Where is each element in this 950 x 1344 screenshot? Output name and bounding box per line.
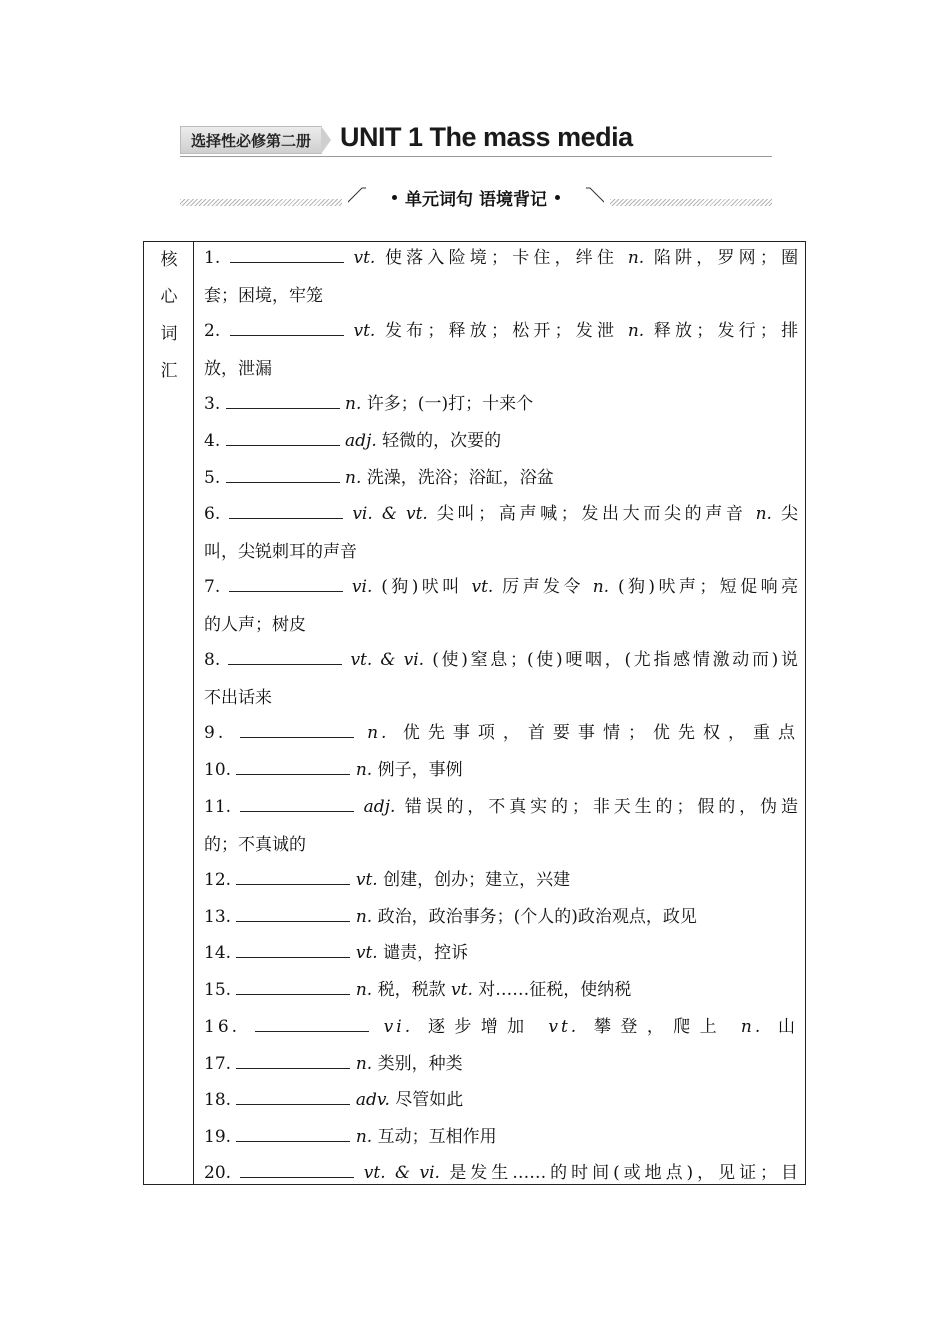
part-of-speech: vi. [383, 1017, 414, 1037]
banner-title: 单元词句 语境背记 [405, 189, 547, 210]
definition: 尖 [780, 504, 798, 524]
item-number: 10. [204, 760, 232, 780]
answer-blank[interactable] [229, 576, 343, 592]
answer-blank[interactable] [240, 796, 354, 812]
banner-frame [348, 184, 604, 210]
part-of-speech: vt. [548, 1017, 580, 1037]
item-number: 3. [204, 394, 221, 414]
definition: 逐步增加 [427, 1017, 534, 1037]
answer-blank[interactable] [236, 1089, 350, 1105]
item-number: 13. [204, 907, 232, 927]
definition: 套；困境，牢笼 [204, 286, 323, 306]
item-number: 7. [204, 577, 221, 597]
definition: 陷阱，罗网；圈 [653, 248, 799, 268]
definition: 山 [778, 1017, 799, 1037]
section-label-column [144, 242, 194, 1184]
part-of-speech: n. [367, 723, 390, 743]
answer-blank[interactable] [230, 247, 344, 263]
item-number: 14. [204, 943, 232, 963]
part-of-speech: n. [345, 394, 362, 414]
vocab-line [204, 686, 798, 710]
banner-dot-left [392, 195, 397, 200]
part-of-speech: n. [755, 504, 772, 524]
part-of-speech: n. [355, 980, 373, 1000]
definition: 使落入险境；卡住，绊住 [384, 248, 619, 268]
answer-blank[interactable] [240, 1162, 354, 1178]
item-number: 4. [204, 431, 221, 451]
answer-blank[interactable] [240, 722, 354, 738]
vocab-line [204, 246, 798, 270]
answer-blank[interactable] [236, 979, 350, 995]
answer-blank[interactable] [236, 1126, 350, 1142]
definition: (使)窒息；(使)哽咽，(尤指感情激动而)说 [432, 650, 799, 670]
definition: 例子，事例 [377, 760, 463, 780]
definition: 类别，种类 [377, 1054, 463, 1074]
definition: 厉声发令 [502, 577, 584, 597]
answer-blank[interactable] [255, 1016, 369, 1032]
definition: 对……征税，使纳税 [478, 980, 632, 1000]
vocab-line [204, 758, 798, 782]
answer-blank[interactable] [226, 430, 340, 446]
item-number: 8. [204, 650, 221, 670]
item-number: 19. [204, 1127, 232, 1147]
definition: 不出话来 [204, 688, 272, 708]
section-label-char: 核 [160, 250, 178, 270]
part-of-speech: n. [627, 248, 645, 268]
item-number: 6. [204, 504, 221, 524]
vocab-line [204, 429, 798, 453]
answer-blank[interactable] [226, 393, 340, 409]
definition: 谴责，控诉 [383, 943, 469, 963]
part-of-speech: n. [355, 907, 373, 927]
page-header [180, 124, 772, 158]
item-number: 12. [204, 870, 232, 890]
vocab-line [204, 613, 798, 637]
vocab-line [204, 466, 798, 490]
definition: 尖叫；高声喊；发出大而尖的声音 [436, 504, 747, 524]
definition: 洗澡，洗浴；浴缸，浴盆 [366, 468, 554, 488]
definition: 攀登，爬上 [594, 1017, 727, 1037]
item-number: 5. [204, 468, 221, 488]
item-number: 11. [204, 797, 232, 817]
definition: 放，泄漏 [204, 359, 272, 379]
answer-blank[interactable] [226, 467, 340, 483]
vocab-line [204, 1052, 798, 1076]
definition: 的；不真诚的 [204, 835, 306, 855]
part-of-speech: n. [355, 760, 373, 780]
item-number: 15. [204, 980, 232, 1000]
header-rule [180, 156, 772, 157]
part-of-speech: vt. [355, 943, 378, 963]
section-banner [180, 180, 772, 208]
book-tag: 选择性必修第二册 [180, 126, 322, 154]
part-of-speech: vt. [451, 980, 473, 1000]
definition: 释放；发行；排 [653, 321, 799, 341]
section-label-char: 词 [160, 324, 178, 344]
part-of-speech: n. [355, 1054, 373, 1074]
vocab-line [204, 1015, 798, 1039]
item-number: 20. [204, 1163, 232, 1183]
part-of-speech: n. [627, 321, 645, 341]
vocab-line [204, 648, 798, 672]
definition: (狗)吠叫 [381, 577, 463, 597]
vocab-line [204, 575, 798, 599]
part-of-speech: adv. [355, 1090, 390, 1110]
vocab-line [204, 833, 798, 857]
answer-blank[interactable] [236, 869, 350, 885]
answer-blank[interactable] [236, 759, 350, 775]
banner-hatch-right [610, 199, 772, 206]
item-number: 2. [204, 321, 221, 341]
definition: 尽管如此 [395, 1090, 464, 1110]
part-of-speech: adj. [345, 431, 377, 451]
vocab-line [204, 795, 798, 819]
definition: 轻微的，次要的 [382, 431, 502, 451]
vocab-line [204, 1088, 798, 1112]
definition: (狗)吠声；短促响亮 [617, 577, 799, 597]
vocab-line [204, 502, 798, 526]
definition: 互动；互相作用 [377, 1127, 497, 1147]
part-of-speech: vt. [353, 321, 376, 341]
answer-blank[interactable] [236, 1053, 350, 1069]
item-number: 18. [204, 1090, 232, 1110]
vocab-line [204, 868, 798, 892]
definition: 错误的，不真实的；非天生的；假的，伪造 [404, 797, 798, 817]
definition: 发布；释放；松开；发泄 [384, 321, 619, 341]
item-number: 17. [204, 1054, 232, 1074]
vocab-line [204, 721, 798, 745]
banner-title-wrap [366, 187, 586, 210]
item-number: 16. [204, 1017, 241, 1037]
part-of-speech: n. [355, 1127, 373, 1147]
vocab-line [204, 284, 798, 308]
part-of-speech: vt. [471, 577, 494, 597]
answer-blank[interactable] [236, 906, 350, 922]
answer-blank[interactable] [236, 942, 350, 958]
vocab-line [204, 905, 798, 929]
banner-dot-right [555, 195, 560, 200]
section-label-char: 汇 [160, 361, 178, 381]
part-of-speech: vt. & vi. [363, 1163, 440, 1183]
part-of-speech: vt. [355, 870, 378, 890]
definition: 税，税款 [377, 980, 446, 1000]
vocab-line [204, 978, 798, 1002]
vocab-line [204, 941, 798, 965]
definition: 叫，尖锐刺耳的声音 [204, 542, 357, 562]
vocab-line [204, 540, 798, 564]
vocab-line [204, 357, 798, 381]
part-of-speech: n. [740, 1017, 764, 1037]
vocab-line [204, 319, 798, 343]
part-of-speech: vi. [351, 577, 373, 597]
answer-blank[interactable] [230, 320, 344, 336]
answer-blank[interactable] [228, 649, 342, 665]
definition: 优先事项，首要事情；优先权，重点 [402, 723, 799, 743]
item-number: 9. [204, 723, 227, 743]
definition: 许多；(一)打；十来个 [366, 394, 534, 414]
section-label-char: 心 [160, 287, 178, 307]
answer-blank[interactable] [229, 503, 343, 519]
part-of-speech: adj. [363, 797, 396, 817]
definition: 创建，创办；建立，兴建 [383, 870, 571, 890]
definition: 是发生……的时间(或地点)，见证；目 [449, 1163, 799, 1183]
part-of-speech: vt. & vi. [350, 650, 425, 670]
definition: 的人声；树皮 [204, 615, 306, 635]
vocab-line [204, 1161, 798, 1185]
banner-hatch-left [180, 199, 342, 206]
part-of-speech: vt. [353, 248, 376, 268]
vocabulary-table [143, 241, 806, 1185]
item-number: 1. [204, 248, 221, 268]
part-of-speech: n. [345, 468, 362, 488]
vocab-line [204, 1125, 798, 1149]
vocab-line [204, 392, 798, 416]
part-of-speech: n. [592, 577, 610, 597]
part-of-speech: vi. & vt. [352, 504, 428, 524]
definition: 政治，政治事务；(个人的)政治观点，政见 [377, 907, 697, 927]
unit-title: UNIT 1 The mass media [340, 122, 633, 152]
